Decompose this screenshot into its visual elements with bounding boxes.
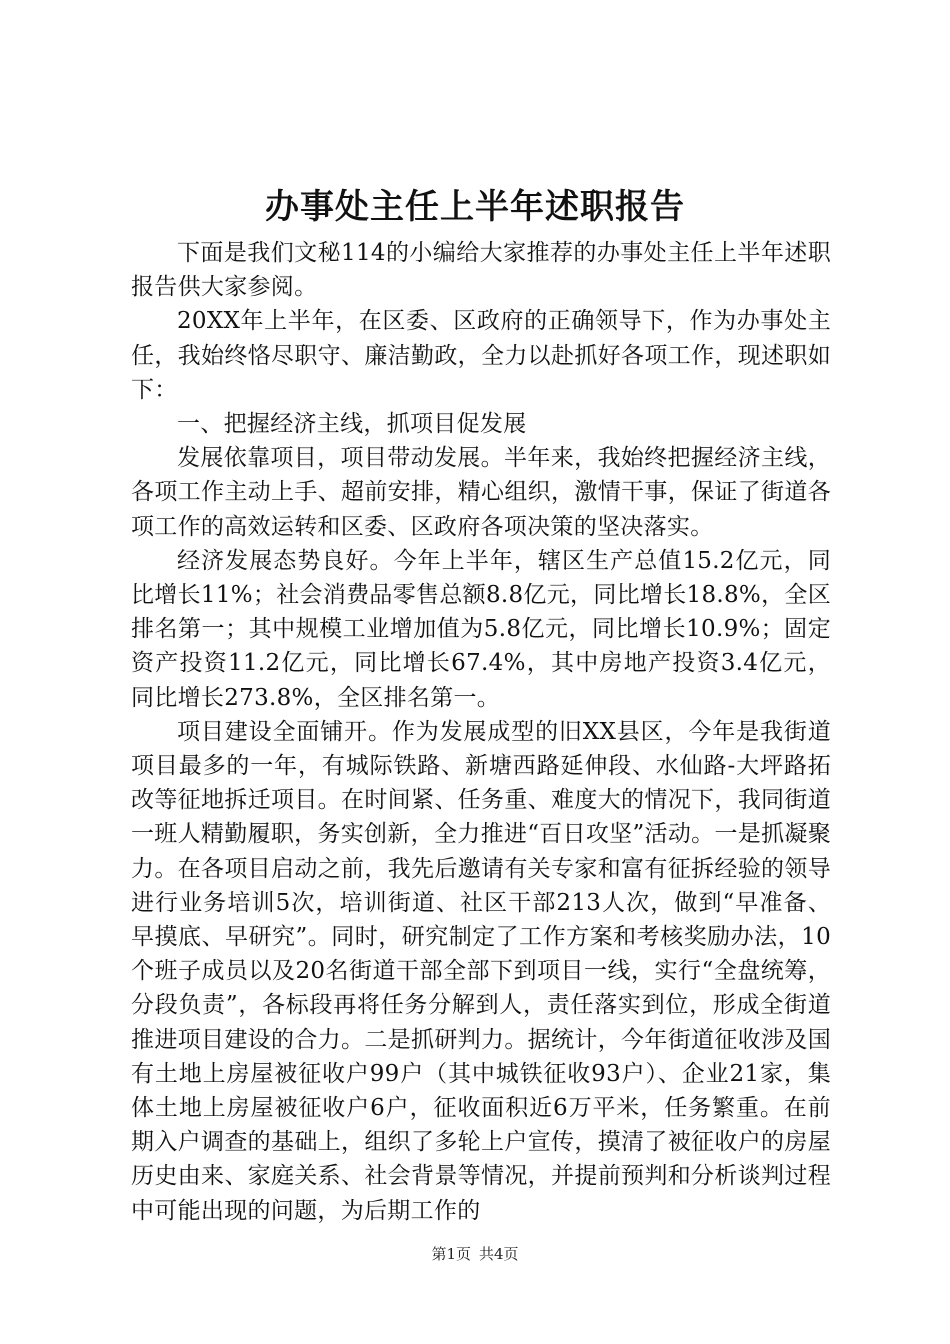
paragraph-intro: 下面是我们文秘114的小编给大家推荐的办事处主任上半年述职报告供大家参阅。 <box>131 240 831 301</box>
page-number: 第1页 <box>431 1245 471 1263</box>
paragraph-project-driven: 发展依靠项目，项目带动发展。半年来，我始终把握经济主线，各项工作主动上手、超前安排，精心组织，激情干事，保证了街道各项工作的高效运转和区委、区政府各项决策的坚决落实。 <box>131 445 831 540</box>
page-footer <box>0 1244 950 1264</box>
document-body <box>131 236 831 1228</box>
paragraph-opening: 20XX年上半年，在区委、区政府的正确领导下，作为办事处主任，我始终恪尽职守、廉洁勤政，全力以赴抓好各项工作，现述职如下： <box>131 308 831 403</box>
document-title: 办事处主任上半年述职报告 <box>265 187 685 227</box>
page-total: 共4页 <box>479 1245 519 1263</box>
paragraph-economic-growth: 经济发展态势良好。今年上半年，辖区生产总值15.2亿元，同比增长11%；社会消费品零售总额8.8亿元，同比增长18.8%，全区排名第一；其中规模工业增加值为5.8亿元，同比增长10.9%；固定资产投资11.2亿元，同比增长67.4%，其中房地产投资3.4亿元，同比增长273.8%，全区排名第一。 <box>131 547 831 711</box>
section-heading-1: 一、把握经济主线，抓项目促发展 <box>177 411 527 438</box>
paragraph-project-construction: 项目建设全面铺开。作为发展成型的旧XX县区，今年是我街道项目最多的一年，有城际铁路、新塘西路延伸段、水仙路-大坪路拓改等征地拆迁项目。在时间紧、任务重、难度大的情况下，我同街道一班人精勤履职，务实创新，全力推进“百日攻坚”活动。一是抓凝聚力。在各项目启动之前，我先后邀请有关专家和富有征拆经验的领导进行业务培训5次，培训街道、社区干部213人次，做到“早准备、早摸底、早研究”。同时，研究制定了工作方案和考核奖励办法，10个班子成员以及20名街道干部全部下到项目一线，实行“全盘统筹，分段负责”，各标段再将任务分解到人，责任落实到位，形成全街道推进项目建设的合力。二是抓研判力。据统计，今年街道征收涉及国有土地上房屋被征收户99户（其中城铁征收93户）、企业21家，集体土地上房屋被征收户6户，征收面积近6万平米，任务繁重。在前期入户调查的基础上，组织了多轮上户宣传，摸清了被征收户的房屋历史由来、家庭关系、社会背景等情况，并提前预判和分析谈判过程中可能出现的问题，为后期工作的 <box>131 718 831 1224</box>
